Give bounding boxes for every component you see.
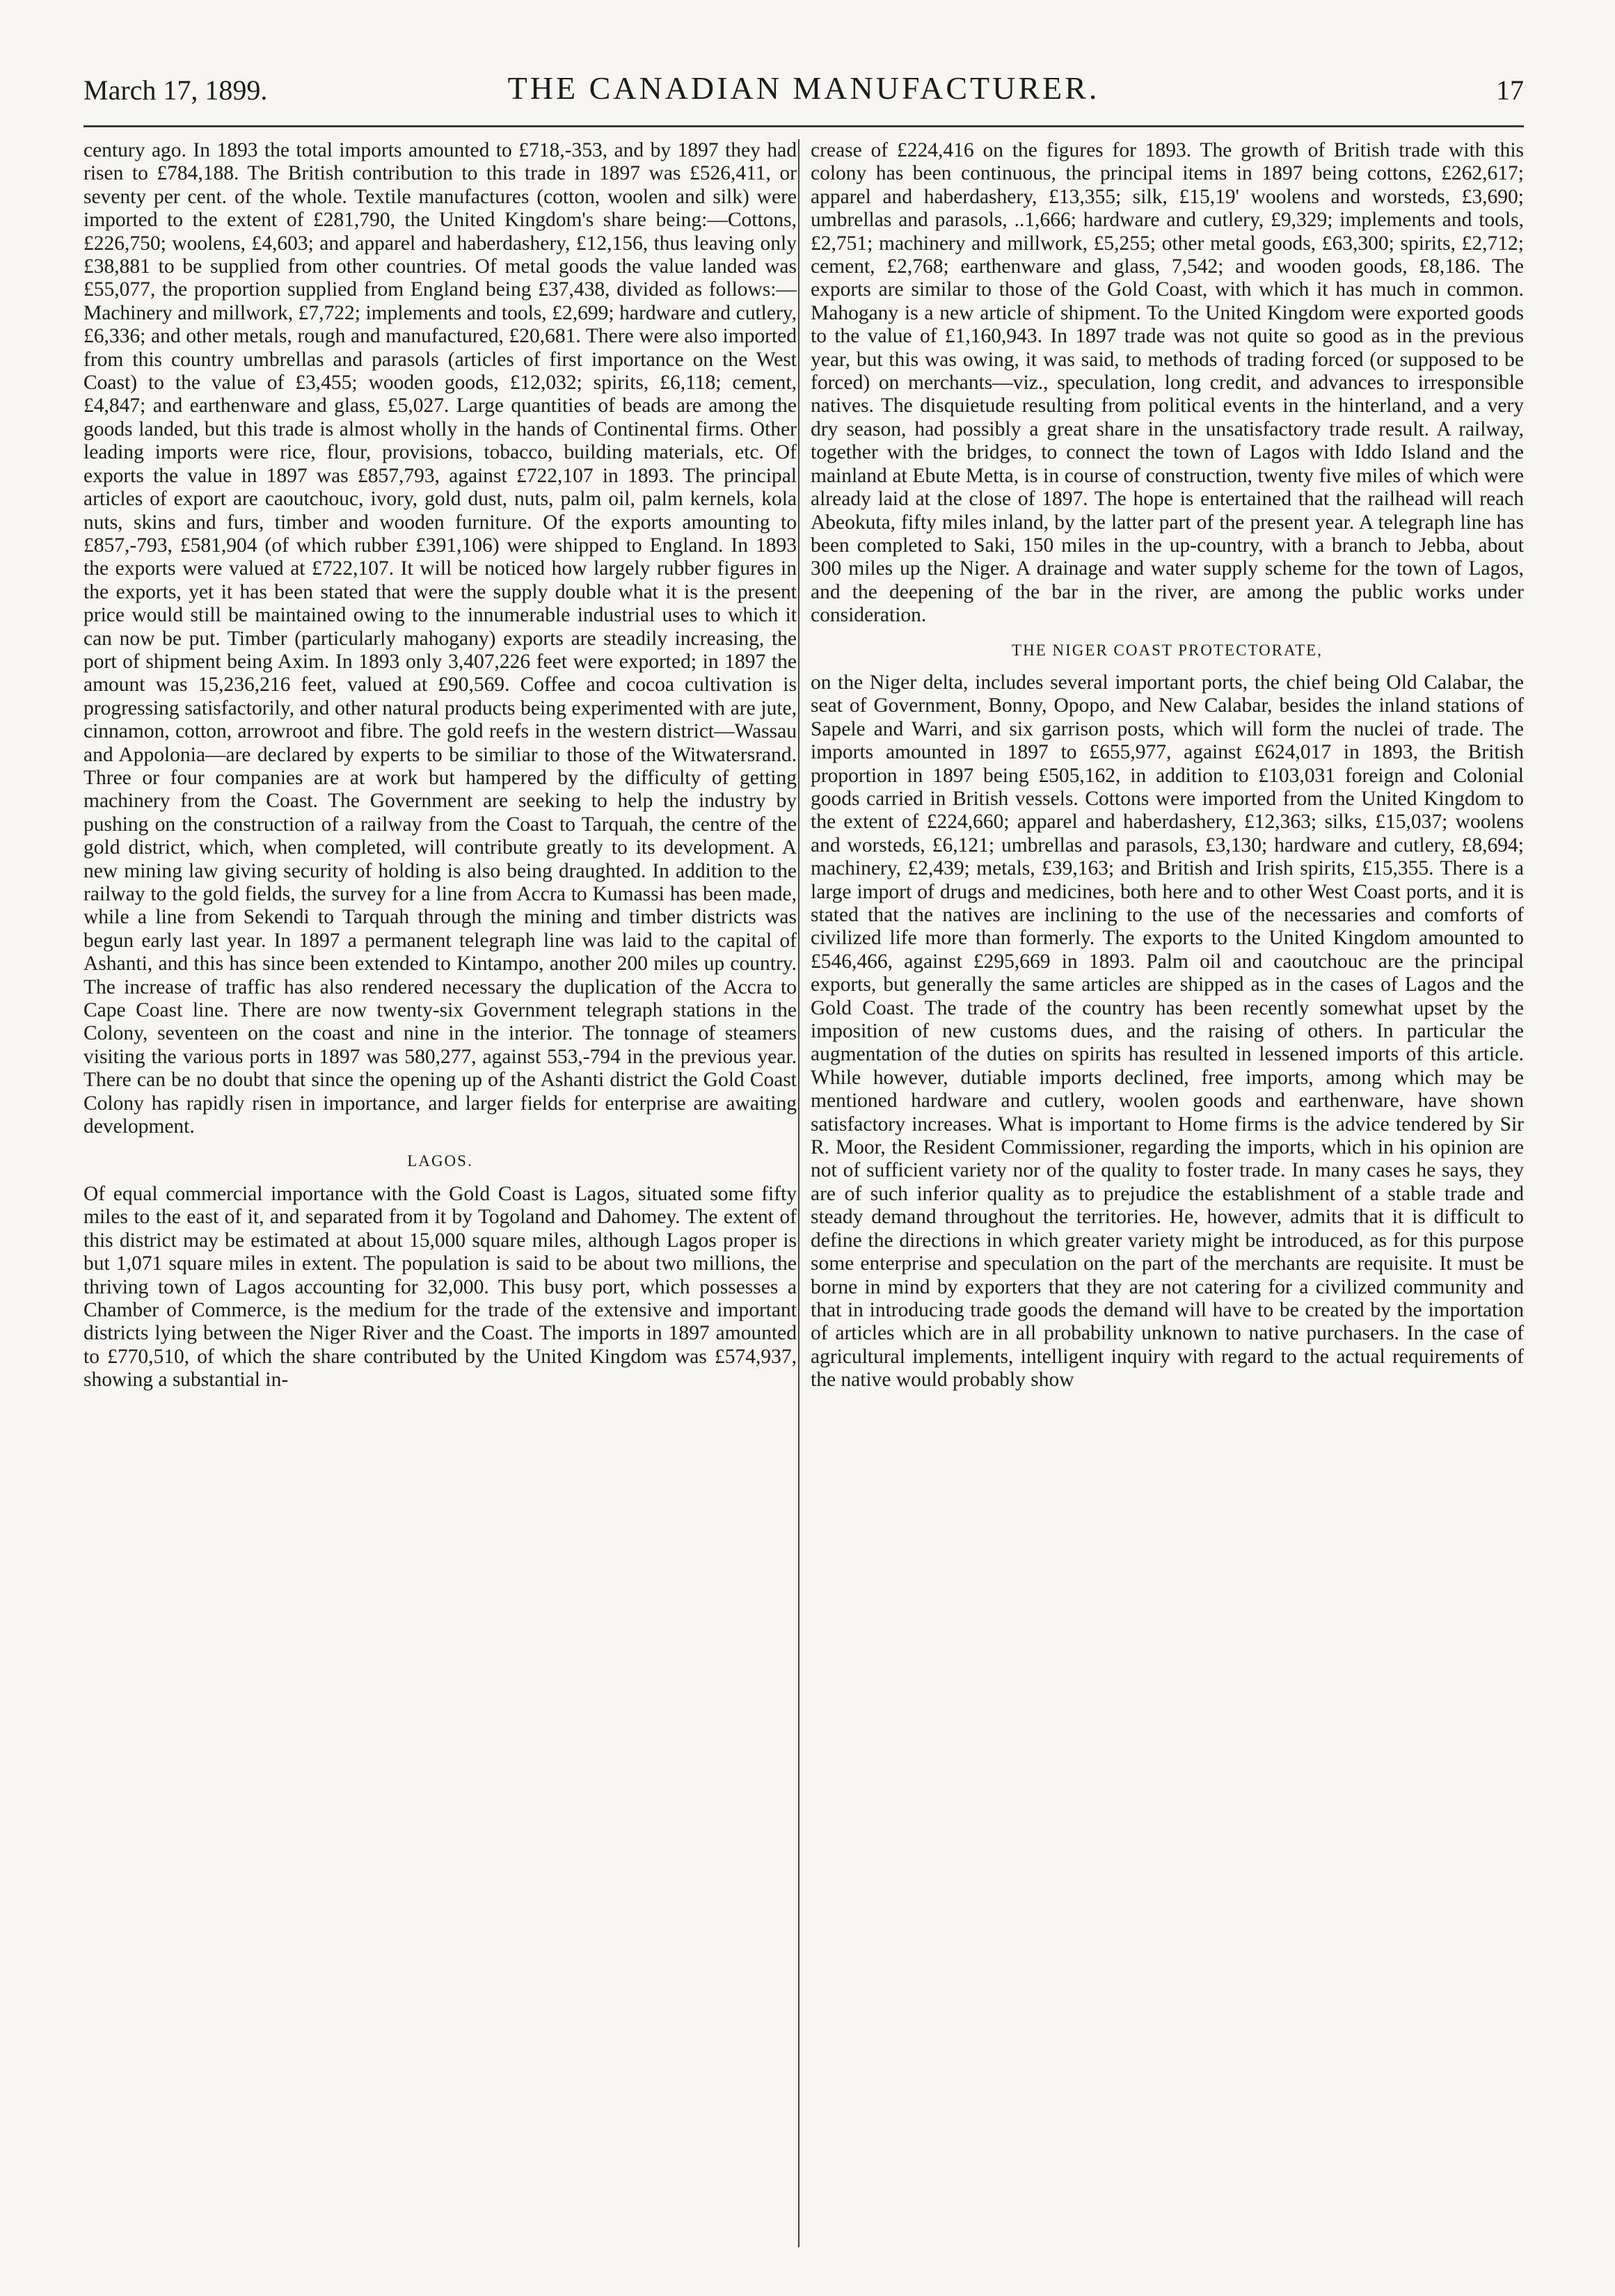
column-divider [798,139,799,2247]
section-heading-lagos: LAGOS. [407,1152,473,1170]
page-header [83,70,1524,118]
publication-title: THE CANADIAN MANUFACTURER. [507,70,1100,106]
page-number: 17 [1496,74,1524,106]
right-column [811,139,1524,2254]
issue-date: March 17, 1899. [83,74,268,106]
left-column [83,139,797,2254]
section-heading-niger-coast: THE NIGER COAST PROTECTORATE, [1012,641,1323,659]
lagos-paragraph: Of equal commercial importance with the Gold Coast is Lagos, situated some fifty miles to the east of it, and separated from it by Togoland and Dahomey. The extent of this district may be estimated at about 15,000 square miles, although Lagos proper is but 1,071 square miles in extent. The population is said to be about two millions, the thriving town of Lagos accounting for 32,000. This busy port, which possesses a Chamber of Commerce, is the medium for the trade of the extensive and important districts lying between the Niger River and the Coast. The imports in 1897 amounted to £770,510, of which the share contributed by the United Kingdom was £574,937, showing a substantial in- [83,1182,797,1392]
header-rule [83,125,1524,127]
gold-coast-paragraph: century ago. In 1893 the total imports amounted to £718,-353, and by 1897 they had risen to £784,188. The British contribution to this trade in 1897 was £526,411, or seventy per cent. of the whole. Textile manufactures (cotton, woolen and silk) were imported to the extent of £281,790, the United Kingdom's share being:—Cottons, £226,750; woolens, £4,603; and apparel and haberdashery, £12,156, thus leaving only £38,881 to be supplied from other countries. Of metal goods the value landed was £55,077, the proportion supplied from England being £37,438, divided as follows:—Machinery and millwork, £7,722; implements and tools, £2,699; hardware and cutlery, £6,336; and other metals, rough and manufactured, £20,681. There were also imported from this country umbrellas and parasols (articles of first importance on the West Coast) to the value of £3,455; wooden goods, £12,032; spirits, £6,118; cement, £4,847; and earthenware and glass, £5,027. Large quantities of beads are among the goods landed, but this trade is almost wholly in the hands of Continental firms. Other leading imports were rice, flour, provisions, tobacco, building materials, etc. Of exports the value in 1897 was £857,793, against £722,107 in 1893. The principal articles of export are caoutchouc, ivory, gold dust, nuts, palm oil, palm kernels, kola nuts, skins and furs, timber and wooden furniture. Of the exports amounting to £857,-793, £581,904 (of which rubber £391,106) were shipped to England. In 1893 the exports were valued at £722,107. It will be noticed how largely rubber figures in the exports, yet it has been stated that were the supply double what it is the present price would still be maintained owing to the innumerable industrial uses to which it can now be put. Timber (particularly mahogany) exports are steadily increasing, the port of shipment being Axim. In 1893 only 3,407,226 feet were exported; in 1897 the amount was 15,236,216 feet, valued at £90,569. Coffee and cocoa cultivation is progressing satisfactorily, and other natural products being experimented with are jute, cinnamon, cotton, arrowroot and fibre. The gold reefs in the western district—Wassau and Appolonia—are declared by experts to be similiar to those of the Witwatersrand. Three or four companies are at work but hampered by the difficulty of getting machinery from the Coast. The Government are seeking to help the industry by pushing on the construction of a railway from the Coast to Tarquah, the centre of the gold district, which, when completed, will contribute greatly to its development. A new mining law giving security of holding is also being draughted. In addition to the railway to the gold fields, the survey for a line from Accra to Kumassi has been made, while a line from Sekendi to Tarquah through the mining and timber districts was begun early last year. In 1897 a permanent telegraph line was laid to the capital of Ashanti, and this has since been extended to Kintampo, another 200 miles up country. The increase of traffic has also rendered necessary the duplication of the Accra to Cape Coast line. There are now twenty-six Government telegraph stations in the Colony, seventeen on the coast and nine in the interior. The tonnage of steamers visiting the various ports in 1897 was 580,277, against 553,-794 in the previous year. There can be no doubt that since the opening up of the Ashanti district the Gold Coast Colony has rapidly risen in importance, and larger fields for enterprise are awaiting development. [83,139,797,1138]
niger-coast-paragraph: on the Niger delta, includes several important ports, the chief being Old Calabar, the seat of Government, Bonny, Opopo, and New Calabar, besides the inland stations of Sapele and Warri, and six garrison posts, which will form the nuclei of trade. The imports amounted in 1897 to £655,977, against £624,017 in 1893, the British proportion in 1897 being £505,162, in addition to £103,031 foreign and Colonial goods carried in British vessels. Cottons were imported from the United Kingdom to the extent of £224,660; apparel and haberdashery, £12,363; silks, £15,037; woolens and worsteds, £6,121; umbrellas and parasols, £3,130; hardware and cutlery, £8,694; machinery, £2,439; metals, £39,163; and British and Irish spirits, £15,355. There is a large import of drugs and medicines, both here and to other West Coast ports, and it is stated that the natives are inclining to the use of the necessaries and comforts of civilized life more than formerly. The exports to the United Kingdom amounted to £546,466, against £295,669 in 1893. Palm oil and caoutchouc are the principal exports, but generally the same articles are shipped as in the cases of Lagos and the Gold Coast. The trade of the country has been recently somewhat upset by the imposition of new customs dues, and the raising of others. In particular the augmentation of the duties on spirits has resulted in lessened imports of this article. While however, dutiable imports declined, free imports, among which may be mentioned hardware and cutlery, woolen goods and earthenware, have shown satisfactory increases. What is important to Home firms is the advice tendered by Sir R. Moor, the Resident Commissioner, regarding the imports, which in his opinion are not of sufficient variety nor of the quality to foster trade. In many cases he says, they are of such inferior quality as to prejudice the establishment of a stable trade and steady demand throughout the territories. He, however, admits that it is difficult to define the directions in which greater variety might be introduced, as for this purpose some enterprise and speculation on the part of the merchants are requisite. It must be borne in mind by exporters that they are not catering for a civilized community and that in introducing trade goods the demand will have to be created by the importation of articles which are in all probability unknown to native purchasers. In the case of agricultural implements, intelligent inquiry with regard to the actual requirements of the native would probably show [811,671,1524,1392]
lagos-continued-paragraph: crease of £224,416 on the figures for 1893. The growth of British trade with this colony has been continuous, the principal items in 1897 being cottons, £262,617; apparel and haberdashery, £13,355; silk, £15,19' woolens and worsteds, £3,690; umbrellas and parasols, ..1,666; hardware and cutlery, £9,329; implements and tools, £2,751; machinery and millwork, £5,255; other metal goods, £63,300; spirits, £2,712; cement, £2,768; earthenware and glass, 7,542; and wooden goods, £8,186. The exports are similar to those of the Gold Coast, with which it has much in common. Mahogany is a new article of shipment. To the United Kingdom were exported goods to the value of £1,160,943. In 1897 trade was not quite so good as in the previous year, but this was owing, it was said, to methods of trading forced (or supposed to be forced) on merchants—viz., speculation, long credit, and advances to irresponsible natives. The disquietude resulting from political events in the hinterland, and a very dry season, had possibly a great share in the unsatisfactory trade result. A railway, together with the bridges, to connect the town of Lagos with Iddo Island and the mainland at Ebute Metta, is in course of construction, twenty five miles of which were already laid at the close of 1897. The hope is entertained that the railhead will reach Abeokuta, fifty miles inland, by the latter part of the present year. A telegraph line has been completed to Saki, 150 miles in the up-country, with a branch to Jebba, about 300 miles up the Niger. A drainage and water supply scheme for the town of Lagos, and the deepening of the bar in the river, are among the public works under consideration. [811,139,1524,627]
